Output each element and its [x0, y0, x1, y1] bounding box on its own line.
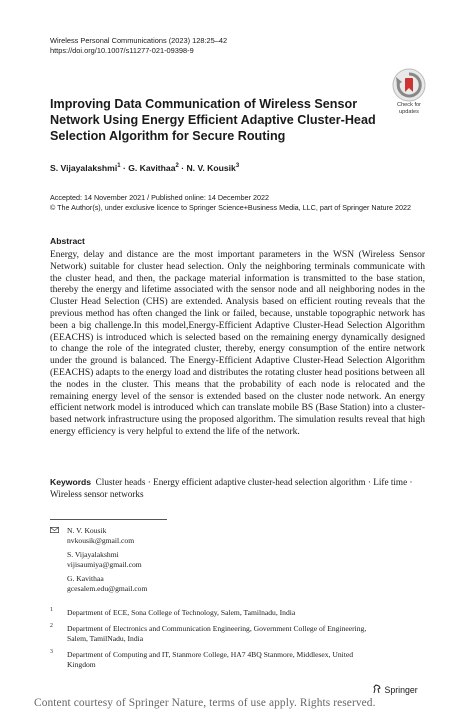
affiliation-2 [50, 624, 380, 644]
paper-title: Improving Data Communication of Wireless Sensor Network Using Energy Efficient Adaptive Cluster-Head Selection Algorithm for Secure Routing [50, 97, 376, 143]
publication-dates: Accepted: 14 November 2021 / Published online: 14 December 2022 [50, 193, 269, 202]
contact-email[interactable]: gcesalem.edu@gmail.com [67, 583, 148, 593]
author-name: S. Vijayalakshmi [50, 163, 118, 173]
author-affiliation-mark: 2 [175, 163, 179, 170]
doi-link[interactable]: https://doi.org/10.1007/s11277-021-09398-9 [50, 46, 194, 55]
check-for-updates-label [384, 102, 434, 115]
publication-info [50, 193, 450, 213]
contact-entry [50, 574, 147, 593]
contact-entry [50, 526, 147, 545]
publisher-name: Springer [384, 685, 418, 695]
affiliation-1 [50, 608, 380, 618]
author-list: S. Vijayalakshmi$^1$ · G. Kavithaa$^2$ · N. V. Kousik$^3$ [50, 163, 240, 173]
contact-email[interactable]: vijisaumiya@gmail.com [67, 559, 142, 569]
contact-list [50, 526, 147, 599]
author-affiliation-mark: 1 [117, 163, 121, 170]
affiliation-text: Department of Electronics and Communication Engineering, Government College of Engineering, Salem, TamilNadu, India [67, 624, 367, 643]
keywords-text: Cluster heads · Energy efficient adaptive cluster-head selection algorithm · Life time · Wireless sensor networks [50, 477, 413, 499]
author-name: N. V. Kousik [186, 163, 236, 173]
contact-entry [50, 550, 147, 569]
springer-horse-icon [372, 684, 382, 694]
affiliation-text: Department of Computing and IT, Stanmore College, HA7 4BQ Stanmore, Middlesex, United Kingdom [67, 650, 354, 669]
contact-name: N. V. Kousik [67, 526, 107, 535]
contact-name: S. Vijayalakshmi [67, 550, 119, 560]
abstract-text: Energy, delay and distance are the most important parameters in the WSN (Wireless Sensor Network) suitable for cluster head selection. Only the neighboring terminals communicate with the cluster head, and then, the package material information is transmitted to the base station, thereby the energy and lifetime associated with the sensor node and all neighboring nodes in the Cluster Head Selection (CHS) are extended. Analysis based on efficient routing reveals that the previous method has often changed the link or failed, because, unstable topographic network has been a big challenge.In this model,Energy-Efficient Adaptive Cluster-Head Selection Algorithm (EEACHS) is introduced which is selected based on the remaining energy dynamically designed to change the role of the integrated cluster, thereby, energy consumption of the entire network under the ground is balanced. The Energy-Efficient Adaptive Cluster-Head Selection Algorithm (EEACHS) adapts to the energy load and distributes the rotating cluster head positions between all the nodes in the cluster. This means that the probability of each node is relocated and the remaining energy level of the sensor is extended based on the cluster node network. An energy efficient network model is introduced which can translate mobile BS (Base Station) into a cluster-based network infrastructure using the proposed algorithm. The simulation results reveal that high energy efficiency is very helpful to extend the life of the network. [50, 250, 425, 437]
footnote-divider [50, 519, 167, 520]
contact-email[interactable]: nvkousik@gmail.com [67, 535, 135, 545]
journal-header [50, 36, 410, 56]
copyright-notice: © The Author(s), under exclusive licence to Springer Science+Business Media, LLC, part of Springer Nature 2022 [50, 203, 411, 212]
affiliation-text: Department of ECE, Sona College of Technology, Salem, Tamilnadu, India [67, 608, 296, 617]
affiliation-3 [50, 650, 380, 670]
affiliation-number: 2 [50, 623, 53, 629]
keywords-label: Keywords [50, 477, 92, 487]
check-for-updates-icon[interactable] [392, 68, 426, 102]
badge-line2: updates [399, 108, 419, 115]
affiliation-number: 3 [50, 649, 53, 655]
abstract-heading: Abstract [50, 236, 85, 246]
badge-line1: Check for [397, 102, 421, 108]
contact-name: G. Kavithaa [67, 574, 104, 584]
publisher-logo [372, 684, 418, 695]
author-affiliation-mark: 3 [235, 163, 240, 170]
keywords-block [50, 476, 425, 500]
author-name: G. Kavithaa [128, 163, 176, 173]
affiliation-number: 1 [50, 607, 53, 613]
courtesy-notice: Content courtesy of Springer Nature, terms of use apply. Rights reserved. [34, 697, 376, 709]
envelope-icon [50, 527, 59, 533]
journal-citation: Wireless Personal Communications (2023) 128:25–42 [50, 36, 228, 45]
